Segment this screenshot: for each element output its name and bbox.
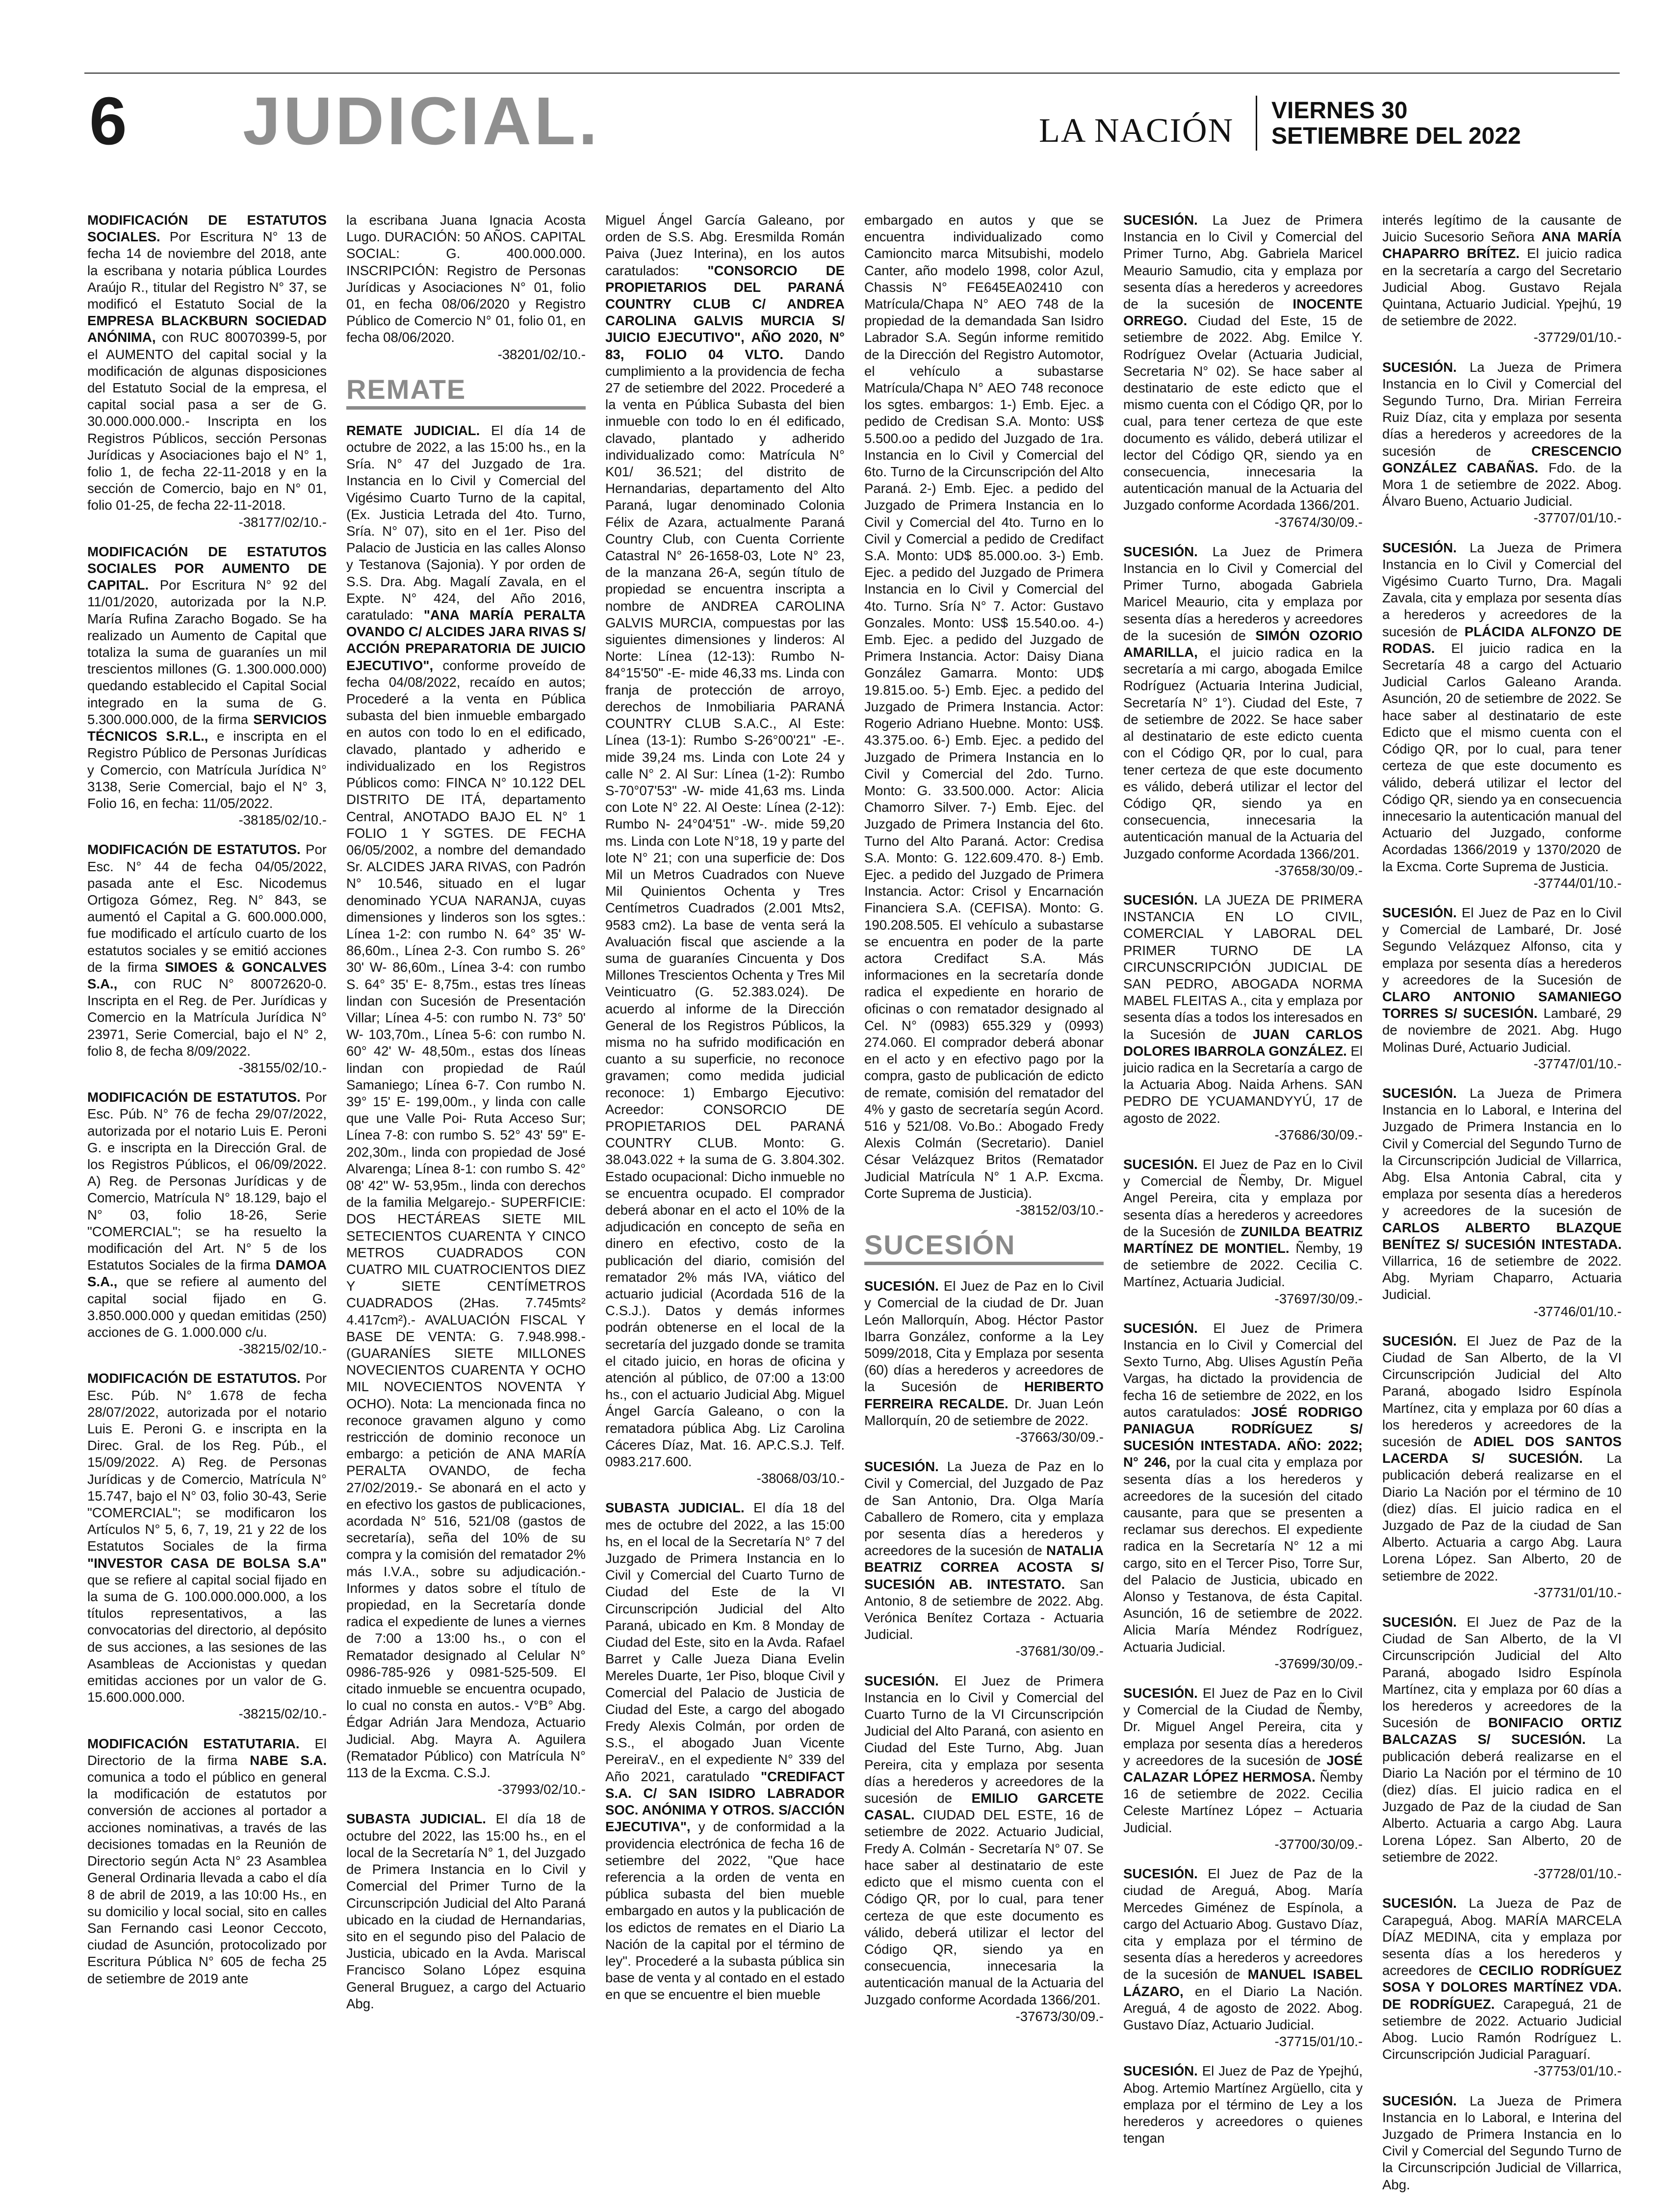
- edict-text: La Jueza de Primera Instancia en lo Laboral, e Interina del Juzgado de Primera Instancia en lo Civil y Comercial del Segundo Turno de la Circunscripción Judicial de Villarrica, Abg. Elsa Antonia Cabral, cita y emplaza por sesenta días a herederos y acreedores de la sucesión de: [1382, 1085, 1622, 1219]
- edict-party: JUAN CARLOS DOLORES IBARROLA GONZÁLEZ.: [1123, 1026, 1363, 1059]
- edict-reference: -38215/02/10.-: [238, 1706, 327, 1722]
- edict-text: El Directorio de la firma: [87, 1736, 327, 1768]
- edict-party: EMPRESA BLACKBURN SOCIEDAD ANÓNIMA,: [87, 313, 327, 345]
- edict-party: INOCENTE ORREGO.: [1123, 296, 1363, 329]
- edict-party: "CREDIFACT S.A. C/ SAN ISIDRO LABRADOR SOC. ANÓNIMA Y OTROS. S/ACCIÓN EJECUTIVA",: [605, 1768, 845, 1835]
- edict-text: Por Escritura N° 92 del 11/01/2020, autorizada por la N.P. María Rufina Zaracho Bogado. Se ha realizado un Aumento de Capital que totaliza la suma de guaraníes un mil trescientos millones (G. 1.300.000.000) quedando establecido el Capital Social integrado en la suma de G. 5.300.000.000, de la firma: [87, 577, 327, 727]
- column-5: [1123, 212, 1363, 2159]
- edict: [1123, 1320, 1363, 1672]
- edict: [605, 212, 845, 1487]
- section-heading-sucesion: SUCESIÓN: [864, 1231, 1104, 1265]
- header-rule: [84, 73, 1620, 74]
- edict: [1382, 359, 1622, 527]
- header-divider: [1256, 96, 1257, 151]
- edict-text: La publicación deberá realizarse en el Diario La Nación por el término de 10 (diez) días. El juicio radica en el Juzgado de Paz de la ciudad de San Alberto. Actuaria a cargo Abg. Laura Lorena López. San Alberto, 20 de setiembre de 2022.: [1382, 1732, 1622, 1865]
- edict-text: El día 18 de octubre del 2022, las 15:00 hs., en el local de la Secretaría N° 1, del Juzgado de Primera Instancia en lo Civil y Comercial del Primer Turno de la Circunscripción Judicial del Alto Paraná ubicado en la ciudad de Hernandarias, sito en el segundo piso del Palacio de Justicia, ubicado en la Avda. Mariscal Francisco Solano López esquina General Bruguez, a cargo del Actuario Abg.: [346, 1811, 586, 2011]
- edict-text: La Jueza de Paz en lo Civil y Comercial, del Juzgado de Paz de San Antonio, Dra. Olga María Caballero de Romero, cita y emplaza por sesenta días a herederos y acreedores de la sucesión de: [864, 1459, 1104, 1558]
- edict-party: "CONSORCIO DE PROPIETARIOS DEL PARANÁ COUNTRY CLUB C/ ANDREA CAROLINA GALVIS MURCIA S/ JUICIO EJECUTIVO", AÑO 2020, N° 83, FOLIO 04 VLTO.: [605, 262, 845, 362]
- edict-heading: SUCESIÓN.: [1123, 212, 1198, 228]
- edict-text: Dando cumplimiento a la providencia de fecha 27 de setiembre del 2022. Procederé a la venta en Pública Subasta del bien inmueble con todo lo en él edificado, clavado, plantado y adherido individualizado como: Matrícula N° K01/ 36.521; del distrito de Hernandarias, departamento del Alto Paraná, lugar denominado Colonia Félix de Azara, actualmente Paraná Country Club, con Cuenta Corriente Catastral N° 26-1658-03, Lote N° 23, de la manzana 26-A, según título de propiedad se encuentra inscripta a nombre de ANDREA CAROLINA GALVIS MURCIA, compuestas por las siguientes dimensiones y linderos: Al Norte: Línea (12-13): Rumbo N- 84°15'50" -E- mide 46,33 ms. Linda con franja de protección de arroyo, derechos de Inmobiliaria PARANÁ COUNTRY CLUB S.A.C., Al Este: Línea (13-1): Rumbo S-26°00'21" -E-. mide 39,24 ms. Linda con Lote 24 y calle N° 2. Al Sur: Línea (1-2): Rumbo S-70°07'53" -W- mide 41,63 ms. Linda con Lote N° 22. Al Oeste: Línea (2-12): Rumbo N- 24°04'51" -W-. mide 59,20 ms. Linda con Lote N°18, 19 y parte del lote N° 21; con una superficie de: Dos Mil un Metros Cuadrados con Nueve Mil Quinientos Ochenta y Tres Centímetros Cuadrados (2.001 Mts2, 9583 cm2). La base de venta será la Avaluación fiscal que asciende a la suma de guaraníes Cincuenta y Dos Millones Trescientos Ochenta y Tres Mil Veinticuatro (G. 52.383.024). De acuerdo al informe de la Dirección General de los Registros Públicos, la misma no ha sufrido modificación en cuanto a su superficie, no reconoce gravamen; como medida judicial reconoce: 1) Embargo Ejecutivo: Acreedor: CONSORCIO DE PROPIETARIOS DEL PARANÁ COUNTRY CLUB. Monto: G. 38.043.022 + la suma de G. 3.804.302. Estado ocupacional: Dicho inmueble no se encuentra ocupado. El comprador deberá abonar en el acto el 10% de la adjudicación en concepto de seña en dinero en efectivo, costo de la publicación del diario, comisión del rematador 2% más IVA, viático del actuario judicial (Acordada 516 de la C.S.J.). Datos y demás informes podrán obtenerse en el local de la secretaría del juzgado donde se tramita el citado juicio, en horas de oficina y atención al público, de 07:00 a 13:00 hs., con el actuario Judicial Abg. Miguel Ángel García Galeano, o con la rematadora pública Abg. Liz Carolina Cáceres Díaz, Mat. 16. AP.C.S.J. Telf. 0983.217.600.: [605, 346, 845, 1470]
- edict-text: La Jueza de Paz de Carapeguá, Abog. MARÍA MARCELA DÍAZ MEDINA, cita y emplaza por sesenta días a los herederos y acreedores de: [1382, 1895, 1622, 1978]
- edict-text: Villarrica, 16 de setiembre de 2022. Abg. Myriam Chaparro, Actuaria Judicial.: [1382, 1253, 1622, 1302]
- edict-text: Lambaré, 29 de noviembre de 2021. Abg. Hugo Molinas Duré, Actuario Judicial.: [1382, 1006, 1622, 1055]
- edict-text: comunica a todo el público en general la modificación de estatutos por conversión de acciones al portador a acciones nominativas, a través de las decisiones tomadas en la Reunión de Directorio según Acta N° 23 Asamblea General Ordinaria llevada a cabo el día 8 de abril de 2019, a las 10:00 Hs., en su domicilio y local social, sito en calles San Fernando casi Leonor Ceccoto, ciudad de Asunción, protocolizado por Escritura Pública N° 605 de fecha 25 de setiembre de 2019 ante: [87, 1769, 327, 1986]
- edict-text: interés legítimo de la causante de Juicio Sucesorio Señora: [1382, 212, 1622, 245]
- edict-reference: -37681/30/09.-: [1015, 1643, 1104, 1659]
- edict-text: Fdo. de la Mora 1 de setiembre de 2022. Abog. Álvaro Bueno, Actuario Judicial.: [1382, 460, 1622, 509]
- edict-text: San Antonio, 8 de setiembre de 2022. Abg. Verónica Benítez Cortaza - Actuaria Judicial.: [864, 1576, 1104, 1642]
- edict-text: La publicación deberá realizarse en el Diario La Nación por el término de 10 (diez) días. El juicio radica en el Juzgado de Paz de la ciudad de San Alberto. Actuaria a cargo Abg. Laura Lorena López. San Alberto, 20 de setiembre de 2022.: [1382, 1451, 1622, 1583]
- edict: [1382, 905, 1622, 1072]
- edict-party: "INVESTOR CASA DE BOLSA S.A": [87, 1555, 327, 1571]
- edict: [864, 1673, 1104, 2025]
- edict: [346, 1811, 586, 2012]
- edict-reference: -37993/02/10.-: [497, 1782, 586, 1797]
- edict-text: LA JUEZA DE PRIMERA INSTANCIA EN LO CIVIL, COMERCIAL Y LABORAL DEL PRIMER TURNO DE LA CIRCUNSCRIPCIÓN JUDICIAL DE SAN PEDRO, ABOGADA NORMA MABEL FLEITAS A., cita y emplaza por sesenta días a todos los interesados en la Sucesión de: [1123, 892, 1363, 1042]
- edict: [864, 212, 1104, 1219]
- edict-text: El Juez de Paz en lo Civil y Comercial de Ñemby, Dr. Miguel Angel Pereira, cita y emplaza por sesenta días a herederos y acreedores de la Sucesión de: [1123, 1156, 1363, 1239]
- edict: [1123, 1156, 1363, 1307]
- edict-reference: -37658/30/09.-: [1274, 862, 1363, 878]
- edict-reference: -37744/01/10.-: [1533, 875, 1622, 891]
- issue-month-year: SETIEMBRE DEL 2022: [1271, 123, 1521, 149]
- edict-text: La Jueza de Primera Instancia en lo Civil y Comercial del Segundo Turno, Dra. Mirian Ferreira Ruiz Díaz, cita y emplaza por sesenta días a herederos y acreedores de la sucesión de: [1382, 359, 1622, 459]
- edict-party: EMILIO GARCETE CASAL.: [864, 1791, 1104, 1823]
- edict-party: PLÁCIDA ALFONZO DE RODAS.: [1382, 623, 1622, 656]
- edict-text: Por Esc. Púb. N° 1.678 de fecha 28/07/2022, autorizada por el notario Luis E. Peroni G. e inscripta en la Direc. Gral. de los Reg. Púb., el 15/09/2022. A) Reg. de Personas Jurídicas y de Comercio, Matrícula N° 15.747, bajo el N° 03, folio 30-43, Serie "COMERCIAL"; se modificaron los Artículos N° 5, 6, 7, 19, 21 y 22 de los Estatutos Sociales de la firma: [87, 1371, 327, 1554]
- newspaper-logo: LA NACIÓN: [1039, 112, 1234, 150]
- edict-text: Por Escritura N° 13 de fecha 14 de noviembre del 2018, ante la escribana y notaria pública Lourdes Araújo R., titular del Registro N° 37, se modificó el Estatuto Social de la: [87, 229, 327, 312]
- edict-party: SIMÓN OZORIO AMARILLA,: [1123, 627, 1363, 660]
- edict-heading: MODIFICACIÓN DE ESTATUTOS.: [87, 1371, 301, 1386]
- edict-reference: -37686/30/09.-: [1274, 1127, 1363, 1142]
- edict-heading: MODIFICACIÓN DE ESTATUTOS SOCIALES POR AUMENTO DE CAPITAL.: [87, 544, 327, 593]
- edict-text: El Juez de Paz de la Ciudad de San Alberto, de la VI Circunscripción Judicial del Alto Paraná, abogado Isidro Espínola Martínez, cita y emplaza por 60 días a los herederos y acreedores de la sucesión de: [1382, 1333, 1622, 1450]
- edict: [87, 212, 327, 531]
- edict-reference: -38068/03/10.-: [756, 1471, 845, 1486]
- edict-party: SERVICIOS TÉCNICOS S.R.L.,: [87, 711, 327, 744]
- edict-heading: SUCESIÓN.: [1123, 2063, 1198, 2079]
- edict-text: Por Esc. N° 44 de fecha 04/05/2022, pasada ante el Esc. Nicodemus Ortigoza Gómez, Reg. N° 843, se aumentó el Capital a G. 600.000.000, fue modificado el artículo cuarto de los estatutos sociales y se emitió acciones de la firma: [87, 842, 327, 975]
- edict-heading: SUCESIÓN.: [1123, 1686, 1198, 1701]
- edict-heading: MODIFICACIÓN DE ESTATUTOS SOCIALES.: [87, 212, 327, 245]
- edict-reference: -37707/01/10.-: [1533, 510, 1622, 526]
- edict-text: El día 14 de octubre de 2022, a las 15:00 hs., en la Sría. N° 47 del Juzgado de 1ra. Instancia en lo Civil y Comercial del Vigésimo Cuarto Turno de la capital, (Ex. Justicia Letrada del 4to. Turno, Sría. N° 07), sito en el 1er. Piso del Palacio de Justicia en las calles Alonso y Testanova (Sajonia). Y por orden de S.S. Dra. Abg. Magalí Zavala, en el Expte. N° 424, del Año 2016, caratulado:: [346, 422, 586, 623]
- edict-heading: SUCESIÓN.: [1382, 1895, 1457, 1911]
- edict-party: ANA MARÍA CHAPARRO BRÍTEZ.: [1382, 229, 1622, 261]
- edict: [1382, 540, 1622, 892]
- edict-reference: -38185/02/10.-: [238, 812, 327, 828]
- edict-party: ZUNILDA BEATRIZ MARTÍNEZ DE MONTIEL.: [1123, 1223, 1363, 1256]
- edict-heading: REMATE JUDICIAL.: [346, 422, 480, 438]
- edict-text: en el Diario La Nación. Areguá, 4 de agosto de 2022. Abog. Gustavo Díaz, Actuario Judicial.: [1123, 1983, 1363, 2032]
- edict-heading: SUCESIÓN.: [1382, 359, 1457, 375]
- edict-heading: SUCESIÓN.: [1382, 1614, 1457, 1630]
- edict: [346, 422, 586, 1798]
- edict-text: Ñemby 16 de setiembre de 2022. Cecilia Celeste Martínez López – Actuaria Judicial.: [1123, 1769, 1363, 1835]
- edict: [1123, 2063, 1363, 2147]
- edict-text: CIUDAD DEL ESTE, 16 de setiembre de 2022. Actuario Judicial, Fredy A. Colmán - Secretaría N° 07. Se hace saber al destinatario de este edicto que el mismo cuenta con el Código QR, por lo cual, para tener certeza de que este documento es válido, deberá utilizar el lector del Código QR, siendo ya en consecuencia, innecesaria la autenticación manual de la Actuaria del Juzgado conforme Acordada 1366/201.: [864, 1807, 1104, 2007]
- edict: [1123, 1685, 1363, 1853]
- edict-party: NATALIA BEATRIZ CORREA ACOSTA S/ SUCESIÓN AB. INTESTATO.: [864, 1543, 1104, 1592]
- edict-text: Carapeguá, 21 de setiembre de 2022. Actuario Judicial Abog. Lucio Ramón Rodríguez L. Circunscripción Judicial Paraguarí.: [1382, 1996, 1622, 2062]
- edict-text: con RUC 80070399-5, por el AUMENTO del capital social y la modificación de algunas disposiciones del Estatuto Social de la empresa, el capital social pasa a ser de G. 30.000.000.000.- Inscripta en los Registros Públicos, sección Personas Jurídicas y Asociaciones bajo el N° 1, folio 1, de fecha 22-11-2018 y en la sección de Comercio, bajo en N° 01, folio 01-25, de fecha 22-11-2018.: [87, 330, 327, 513]
- edict-heading: SUCESIÓN.: [1123, 544, 1198, 559]
- issue-day: VIERNES 30: [1271, 98, 1408, 124]
- edict-reference: -37746/01/10.-: [1533, 1303, 1622, 1319]
- edict-reference: -37699/30/09.-: [1274, 1656, 1363, 1671]
- edict-text: la escribana Juana Ignacia Acosta Lugo. DURACIÓN: 50 AÑOS. CAPITAL SOCIAL: G. 400.000.000. INSCRIPCIÓN: Registro de Personas Jurídicas y Asociaciones N° 01, folio 01, en fecha 08/06/2020 y Registro Público de Comercio N° 01, folio 01, en fecha 08/06/2020.: [346, 212, 586, 345]
- edict-party: NABE S.A.: [250, 1752, 327, 1768]
- edict-party: CECILIO RODRÍGUEZ SOSA Y DOLORES MARTÍNEZ VDA. DE RODRÍGUEZ.: [1382, 1963, 1622, 2012]
- edict-party: JOSÉ CALAZAR LÓPEZ HERMOSA.: [1123, 1752, 1363, 1785]
- edict-text: El Juez de Paz en lo Civil y Comercial de Lambaré, Dr. José Segundo Velázquez Alfonso, cita y emplaza por sesenta días a herederos y acreedores de la Sucesión de: [1382, 905, 1622, 987]
- edict: [87, 1089, 327, 1357]
- edict-heading: SUCESIÓN.: [1382, 540, 1457, 555]
- edict-text: El Juez de Paz en lo Civil y Comercial de la ciudad de Dr. Juan León Mallorquín, Abog. Héctor Pastor Ibarra González, conforme a la Ley 5099/2018, Cita y Emplaza por sesenta (60) días a herederos y acreedores de la Sucesión de: [864, 1278, 1104, 1395]
- edict-reference: -37753/01/10.-: [1533, 2063, 1622, 2079]
- edict: [1382, 1614, 1622, 1882]
- edict-reference: -38215/02/10.-: [238, 1341, 327, 1357]
- edict-heading: SUCESIÓN.: [1382, 1333, 1457, 1349]
- edict-text: El día 18 del mes de octubre del 2022, a las 15:00 hs, en el local de la Secretaría N° 7 del Juzgado de Primera Instancia en lo Civil y Comercial del Cuarto Turno de Ciudad del Este de la VI Circunscripción Judicial del Alto Paraná, ubicado en Km. 8 Monday de Ciudad del Este, sito en la Avda. Rafael Barret y Calle Jueza Diana Evelin Mereles Duarte, 1er Piso, bloque Civil y Comercial del Palacio de Justicia de Ciudad del Este, a cargo del abogado Fredy Alexis Colmán, por orden de S.S., el abogado Juan Vicente PereiraV., en el expediente N° 339 del Año 2021, caratulado: [605, 1500, 845, 1784]
- edict-text: La Juez de Primera Instancia en lo Civil y Comercial del Primer Turno, abogada Gabriela Maricel Meaurio, cita y emplaza por sesenta días a herederos y acreedores de la sucesión de: [1123, 544, 1363, 643]
- edict-text: El Juez de Paz de Ypejhú, Abog. Artemio Martínez Argüello, cita y emplaza por el término de Ley a los herederos y acreedores o quienes tengan: [1123, 2063, 1363, 2146]
- edict-heading: MODIFICACIÓN DE ESTATUTOS.: [87, 842, 301, 857]
- edict-reference: -38177/02/10.-: [238, 514, 327, 530]
- edict: [864, 1458, 1104, 1660]
- edict: [346, 212, 586, 363]
- issue-date: [1271, 98, 1521, 149]
- edict-reference: -37715/01/10.-: [1274, 2034, 1363, 2050]
- edict-party: CRESCENCIO GONZÁLEZ CABAÑAS.: [1382, 443, 1622, 475]
- edict-text: Dr. Juan León Mallorquín, 20 de setiembre de 2022.: [864, 1396, 1104, 1428]
- edict-text: Por Esc. Púb. N° 76 de fecha 29/07/2022, autorizada por el notario Luis E. Peroni G. e inscripta en la Dirección Gral. de los Registros Públicos, el 06/09/2022. A) Reg. de Personas Jurídicas y de Comercio, Matrícula N° 18.129, bajo el N° 03, folio 18-26, Serie "COMERCIAL"; se ha resuelto la modificación del Art. N° 5 de los Estatutos Sociales de la firma: [87, 1090, 327, 1273]
- edict: [1123, 544, 1363, 879]
- edict-reference: -37674/30/09.-: [1274, 514, 1363, 530]
- edict-reference: -37663/30/09.-: [1015, 1429, 1104, 1445]
- edict-reference: -37673/30/09.-: [1015, 2008, 1104, 2024]
- edict-reference: -37729/01/10.-: [1533, 330, 1622, 345]
- edict-text: y de conformidad a la providencia electrónica de fecha 16 de setiembre del 2022, "Que hace referencia a la orden de venta en pública subasta del bien mueble embargado en autos y la publicación de los edictos de remates en el Diario La Nación de la capital por el término de ley". Procederé a la subasta pública sin base de venta y al contado en el estado en que se encuentre el bien mueble: [605, 1819, 845, 2002]
- edict-reference: -38201/02/10.-: [497, 346, 586, 362]
- edict-heading: SUCESIÓN.: [1123, 1320, 1198, 1336]
- edict: [1382, 212, 1622, 346]
- column-3: [605, 212, 845, 2016]
- edict: [1382, 2093, 1622, 2193]
- edict-text: Ciudad del Este, 15 de setiembre de 2022. Abg. Emilce Y. Rodríguez Ovelar (Actuaria Judicial, Secretaria N° 02). Se hace saber al destinatario de este edicto que el mismo cuenta con el Código QR, por lo cual, para tener certeza de que este documento es válido, deberá utilizar el lector del Código QR, siendo ya en consecuencia, innecesaria la autenticación manual de la Actuaria del Juzgado conforme Acordada 1366/201.: [1123, 313, 1363, 513]
- edict-text: El Juez de Primera Instancia en lo Civil y Comercial del Sexto Turno, Abg. Ulises Agustín Peña Vargas, ha dictado la providencia de fecha 16 de setiembre de 2022, en los autos caratulados:: [1123, 1320, 1363, 1420]
- column-6: [1382, 212, 1622, 2206]
- edict-heading: SUCESIÓN.: [1123, 1866, 1198, 1882]
- section-heading-remate: REMATE: [346, 376, 586, 410]
- edict-heading: SUBASTA JUDICIAL.: [346, 1811, 486, 1827]
- column-2: [346, 212, 586, 2025]
- edict-text: Miguel Ángel García Galeano, por orden de S.S. Abg. Eresmilda Román Paiva (Juez Interina), en los autos caratulados:: [605, 212, 845, 278]
- edict-reference: -37731/01/10.-: [1533, 1584, 1622, 1600]
- edict-reference: -38155/02/10.-: [238, 1060, 327, 1075]
- edict-text: La Jueza de Primera Instancia en lo Civil y Comercial del Vigésimo Cuarto Turno, Dra. Magali Zavala, cita y emplaza por sesenta días a herederos y acreedores de la sucesión de: [1382, 540, 1622, 639]
- edict-party: MANUEL ISABEL LÁZARO,: [1123, 1967, 1363, 1999]
- edict-party: ADIEL DOS SANTOS LACERDA S/ SUCESIÓN.: [1382, 1434, 1622, 1466]
- edict-heading: SUBASTA JUDICIAL.: [605, 1500, 745, 1516]
- edict-heading: SUCESIÓN.: [1382, 905, 1457, 920]
- column-4: [864, 212, 1104, 2038]
- edict-reference: -37700/30/09.-: [1274, 1836, 1363, 1852]
- edict-text: El juicio radica en la secretaría a cargo del Secretario Judicial Abog. Gustavo Rejala Quintana, Actuario Judicial. Ypejhú, 19 de setiembre de 2022.: [1382, 246, 1622, 329]
- edict-text: El Juez de Paz de la ciudad de Areguá, Abog. María Mercedes Giménez de Espínola, a cargo del Actuario Abog. Gustavo Díaz, cita y emplaza por el término de sesenta días a herederos y acreedores de la sucesión de: [1123, 1866, 1363, 1982]
- edict: [1123, 1866, 1363, 2050]
- edict-text: por la cual cita y emplaza por sesenta días a los herederos y acreedores de la sucesión del citado causante, para que se presenten a reclamar sus derechos. El expediente radica en la Secretaría N° 12 a mi cargo, sito en el Tercer Piso, Torre Sur, del Palacio de Justicia, ubicado en Alonso y Testanova, de ésta Capital. Asunción, 16 de setiembre de 2022. Alicia María Méndez Rodríguez, Actuaria Judicial.: [1123, 1454, 1363, 1655]
- edict-party: BONIFACIO ORTIZ BALCAZAS S/ SUCESIÓN.: [1382, 1715, 1622, 1747]
- edict-reference: -37728/01/10.-: [1533, 1866, 1622, 1882]
- page-number: 6: [89, 83, 127, 159]
- edict: [1382, 1333, 1622, 1601]
- edict-reference: -37697/30/09.-: [1274, 1291, 1363, 1306]
- edict: [87, 841, 327, 1076]
- edict-text: conforme proveído de fecha 04/08/2022, recaído en autos; Procederé a la venta en Pública subasta del bien inmueble embargado en autos con todo lo en el edificado, clavado, plantado y adherido e individualizado en los Registros Públicos como: FINCA N° 10.122 DEL DISTRITO DE ITÁ, departamento Central, ANOTADO BAJO EL N° 1 FOLIO 1 Y SGTES. DE FECHA 06/05/2002, a nombre del demandado Sr. ALCIDES JARA RIVAS, con Padrón N° 10.546, situado en el lugar denominado YCUA NARANJA, cuyas dimensiones y linderos son los sgtes.: Línea 1-2: con rumbo N. 64° 35' W- 86,60m., Línea 2-3. Con rumbo S. 26° 30' W- 86,60m., Línea 3-4: con rumbo S. 64° 35' E- 8,75m., estas tres líneas lindan con Sucesión de Presentación Villar; Línea 4-5: con rumbo N. 73° 50' W- 103,70m., Línea 5-6: con rumbo N. 60° 42' W- 48,50m., estas dos líneas lindan con propiedad de Raúl Samaniego; Línea 6-7. Con rumbo N. 39° 15' E- 199,00m., y linda con calle que une Valle Poi- Ruta Acceso Sur; Línea 7-8: con rumbo S. 52° 43' 59" E- 202,30m., linda con propiedad de José Alvarenga; Línea 8-1: con rumbo S. 42° 08' 42" W- 53,95m., linda con derechos de la familia Melgarejo.- SUPERFICIE: DOS HECTÁREAS SIETE MIL SETECIENTOS CUARENTA Y CINCO METROS CUADRADOS CON CUATRO MIL CUATROCIENTOS DIEZ Y SIETE CENTÍMETROS CUADRADOS (2Has. 7.745mts² 4.417cm²).- AVALUACIÓN FISCAL Y BASE DE VENTA: G. 7.948.998.- (GUARANÍES SIETE MILLONES NOVECIENTOS CUARENTA Y OCHO MIL NOVECIENTOS NOVENTA Y OCHO). Nota: La mencionada finca no reconoce gravamen alguno y como restricción de dominio reconoce un embargo: a petición de ANA MARÍA PERALTA OVANDO, de fecha 27/02/2019.- Se abonará en el acto y en efectivo los gastos de publicaciones, acordada N° 516, 521/08 (gastos de secretaría), seña del 10% de su compra y la comisión del rematador 2% más I.V.A., sobre su adjudicación.- Informes y datos sobre el título de propiedad, en la Secretaría donde radica el expediente de lunes a viernes de 7:00 a 13:00 hs., o con el Rematador designado al Celular N° 0986-785-926 y 0981-525-509. El citado inmueble se encuentra ocupado, lo cual no consta en autos.- V°B° Abg. Édgar Adrián Jara Mendoza, Actuario Judicial. Abg. Mayra A. Aguilera (Rematador Público) con Matrícula N° 113 de la Excma. C.S.J.: [346, 657, 586, 1781]
- edict: [87, 1370, 327, 1722]
- edict-text: El Juez de Primera Instancia en lo Civil y Comercial del Cuarto Turno de la VI Circunscripción Judicial del Alto Paraná, con asiento en Ciudad del Este Turno, Abg. Juan Pereira, cita y emplaza por sesenta días a herederos y acreedores de la sucesión de: [864, 1673, 1104, 1806]
- edict-heading: SUCESIÓN.: [864, 1278, 939, 1294]
- edict-party: CLARO ANTONIO SAMANIEGO TORRES S/ SUCESIÓN.: [1382, 988, 1622, 1021]
- section-title: JUDICIAL.: [243, 83, 600, 159]
- edict: [1382, 1895, 1622, 2079]
- edict-text: El Juez de Paz en lo Civil y Comercial de la Ciudad de Ñemby, Dr. Miguel Angel Pereira, cita y emplaza por sesenta días a herederos y acreedores de la sucesión de: [1123, 1686, 1363, 1768]
- edict: [87, 544, 327, 829]
- edict-heading: SUCESIÓN.: [864, 1459, 939, 1475]
- edict-party: JOSÉ RODRIGO PANIAGUA RODRÍGUEZ S/ SUCESIÓN INTESTADA. AÑO: 2022; N° 246,: [1123, 1404, 1363, 1470]
- edict-heading: SUCESIÓN.: [864, 1673, 939, 1688]
- edict: [864, 1278, 1104, 1446]
- edict-party: "ANA MARÍA PERALTA OVANDO C/ ALCIDES JARA RIVAS S/ ACCIÓN PREPARATORIA DE JUICIO EJECUTIVO",: [346, 607, 586, 673]
- edict-party: HERIBERTO FERREIRA RECALDE.: [864, 1379, 1104, 1411]
- edict-text: Ñemby, 19 de setiembre de 2022. Cecilia C. Martínez, Actuaria Judicial.: [1123, 1240, 1363, 1290]
- edict-text: La Juez de Primera Instancia en lo Civil y Comercial del Primer Turno, Abg. Gabriela Maricel Meaurio Samudio, cita y emplaza por sesenta días a herederos y acreedores de la sucesión de: [1123, 212, 1363, 312]
- edict: [605, 1500, 845, 2003]
- edict-text: e inscripta en el Registro Público de Personas Jurídicas y Comercio, con Matrícula Jurídica N° 3138, Serie Comercial, bajo el N° 3, Folio 16, en fecha: 11/05/2022.: [87, 728, 327, 811]
- edict: [1123, 892, 1363, 1143]
- edict-text: El juicio radica en la Secretaría 48 a cargo del Actuario Judicial Carlos Galeano Aranda. Asunción, 20 de setiembre de 2022. Se hace saber al destinatario de este Edicto que el mismo cuenta con el Código QR, por lo cual, para tener certeza de que este documento es válido, deberá utilizar el lector del Código QR, siendo ya en consecuencia innecesario la autenticación manual del Actuario del Juzgado, conforme Acordadas 1366/2019 y 1370/2020 de la Excma. Corte Suprema de Justicia.: [1382, 640, 1622, 874]
- edict-text: con RUC N° 80072620-0. Inscripta en el Reg. de Per. Jurídicas y Comercio en la Matrícula Jurídica N° 23971, Serie Comercial, bajo el N° 2, folio 8, de fecha 8/09/2022.: [87, 976, 327, 1059]
- edict-text: La Jueza de Primera Instancia en lo Laboral, e Interina del Juzgado de Primera Instancia en lo Civil y Comercial del Segundo Turno de la Circunscripción Judicial de Villarrica, Abg.: [1382, 2093, 1622, 2192]
- edict-party: SIMOES & GONCALVES S.A.,: [87, 959, 327, 991]
- edict-party: DAMOA S.A.,: [87, 1257, 327, 1290]
- edict-heading: MODIFICACIÓN ESTATUTARIA.: [87, 1736, 300, 1751]
- edict-text: que se refiere al capital social fijado en la suma de G. 100.000.000.000, a los títulos representativos, a las convocatorias del directorio, al depósito de sus acciones, a las sesiones de las Asambleas de Accionistas y quedan emitidas acciones por un valor de G. 15.600.000.000.: [87, 1572, 327, 1705]
- edict: [1123, 212, 1363, 531]
- edict-heading: SUCESIÓN.: [1123, 1156, 1198, 1172]
- edict-party: CARLOS ALBERTO BLAZQUE BENÍTEZ S/ SUCESIÓN INTESTADA.: [1382, 1220, 1622, 1252]
- edict: [87, 1736, 327, 1987]
- edict-text: que se refiere al aumento del capital social fijado en G. 3.850.000.000 y quedan emitidas (250) acciones de G. 1.000.000 c/u.: [87, 1274, 327, 1340]
- edict-heading: SUCESIÓN.: [1382, 2093, 1457, 2108]
- edict: [1382, 1085, 1622, 1320]
- edict-heading: MODIFICACIÓN DE ESTATUTOS.: [87, 1090, 301, 1105]
- edict-text: El juicio radica en la Secretaría a cargo de la Actuaria Abog. Naida Arhens. SAN PEDRO DE YCUAMANDYYÚ, 17 de agosto de 2022.: [1123, 1043, 1363, 1126]
- edict-heading: SUCESIÓN.: [1382, 1085, 1457, 1101]
- column-1: [87, 212, 327, 2000]
- edict-reference: -37747/01/10.-: [1533, 1056, 1622, 1071]
- edict-text: el juicio radica en la secretaría a mi cargo, abogada Emilce Rodríguez (Actuaria Interina Judicial, Secretaría N° 1°). Ciudad del Este, 7 de setiembre de 2022. Se hace saber al destinatario de este edicto cuenta con el Código QR, por lo cual, para tener certeza de que este documento es válido, deberá utilizar el lector del Código QR, siendo ya en consecuencia, innecesaria la autenticación manual de la Actuaria del Juzgado conforme Acordada 1366/201.: [1123, 645, 1363, 861]
- edict-text: embargado en autos y que se encuentra individualizado como Camioncito marca Mitsubishi, modelo Canter, año modelo 1998, color Azul, Chassis N° FE645EA02410 con Matrícula/Chapa N° AEO 748 de la propiedad de la demandada San Isidro Labrador S.A. Según informe remitido de la Dirección del Registro Automotor, el vehículo a subastarse Matrícula/Chapa N° AEO 748 reconoce los sgtes. embargos: 1-) Emb. Ejec. a pedido de Credisan S.A. Monto: US$ 5.500.oo a pedido del Juzgado de 1ra. Instancia en lo Civil y Comercial del 6to. Turno de la Circunscripción del Alto Paraná. 2-) Emb. Ejec. a pedido del Juzgado de Primera Instancia en lo Civil y Comercial del 4to. Turno en lo Civil y Comercial a pedido de Credifact S.A. Monto: UD$ 85.000.oo. 3-) Emb. Ejec. a pedido del Juzgado de Primera Instancia en lo Civil y Comercial del 4to. Turno. Sría N° 7. Actor: Gustavo Gonzales. Monto: US$ 15.540.oo. 4-) Emb. Ejec. a pedido del Juzgado de Primera Instancia. Actor: Daisy Diana González Gamarra. Monto: UD$ 19.815.oo. 5-) Emb. Ejec. a pedido del Juzgado de Primera Instancia. Actor: Rogerio Adriano Huebne. Monto: US$. 43.375.oo. 6-) Emb. Ejec. a pedido del Juzgado de Primera Instancia en lo Civil y Comercial del 2do. Turno. Monto: G. 33.500.000. Actor: Alicia Chamorro Silver. 7-) Emb. Ejec. del Juzgado de Primera Instancia del 6to. Turno del Alto Paraná. Actor: Credisa S.A. Monto: G. 122.609.470. 8-) Emb. Ejec. a pedido del Juzgado de Primera Instancia. Actor: Crisol y Encarnación Financiera S.A. (CEFISA). Monto: G. 190.208.505. El vehículo a subastarse se encuentra en poder de la parte actora Credifact S.A. Más informaciones en la secretaría donde radica el expediente en horario de oficinas o con rematador designado al Cel. N° (0983) 655.329 y (0993) 274.060. El comprador deberá abonar en el acto y en efectivo pago por la compra, gasto de publicación de edicto de remate, comisión del rematador del 4% y gasto de secretaría según Acord. 516 y 521/08. Vo.Bo.: Abogado Fredy Alexis Colmán (Secretario). Daniel César Velázquez Britos (Rematador Judicial Matrícula N° 1 A.P. Excma. Corte Suprema de Justicia).: [864, 212, 1104, 1201]
- edict-text: El Juez de Paz de la Ciudad de San Alberto, de la VI Circunscripción Judicial del Alto Paraná, abogado Isidro Espínola Martínez, cita y emplaza por 60 días a los herederos y acreedores de la Sucesión de: [1382, 1614, 1622, 1731]
- edict-reference: -38152/03/10.-: [1015, 1202, 1104, 1218]
- edict-heading: SUCESIÓN.: [1123, 892, 1198, 908]
